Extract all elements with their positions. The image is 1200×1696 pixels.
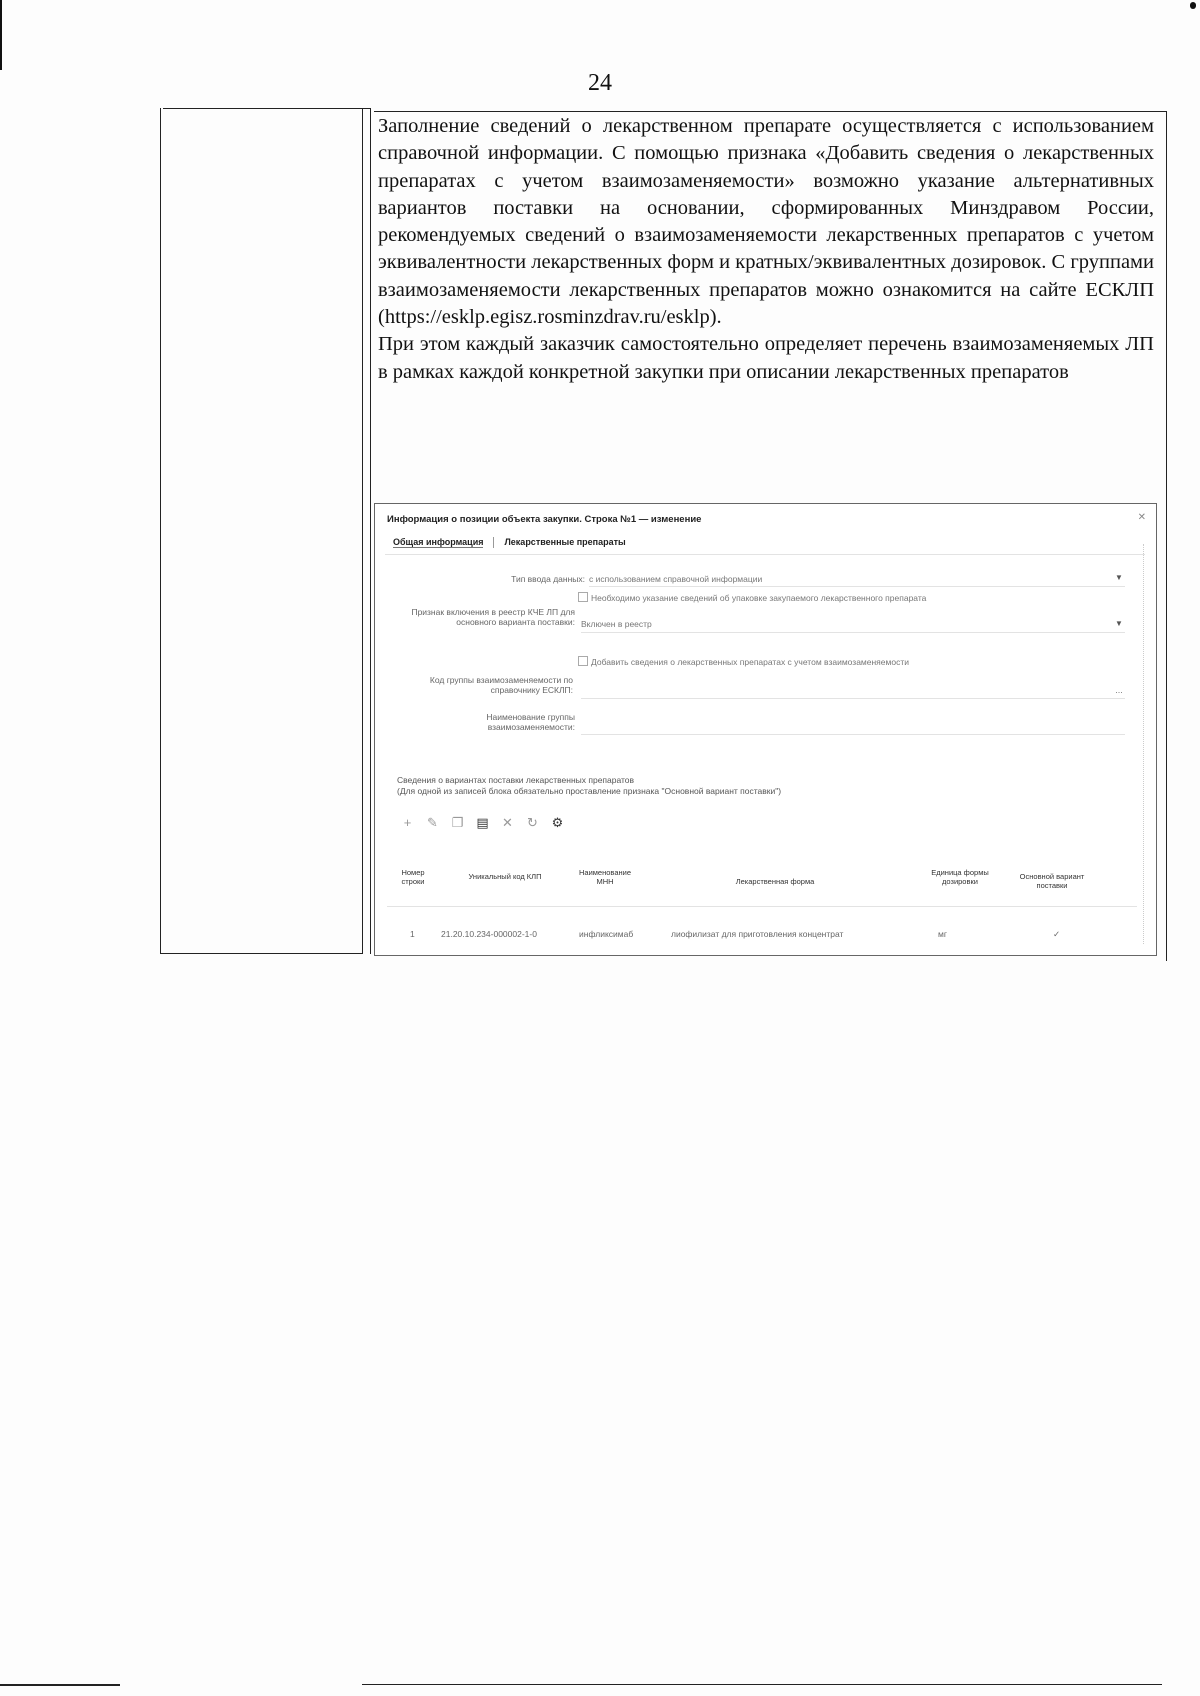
chevron-down-icon[interactable]: ▼	[1115, 619, 1123, 628]
package-checkbox-label: Необходимо указание сведений об упаковке закупаемого лекарственного препарата	[591, 593, 927, 603]
table-bottom-rule-left	[160, 953, 363, 954]
table-header-divider	[387, 906, 1137, 907]
variants-hint-title: Сведения о вариантах поставки лекарственных препаратов	[397, 775, 635, 785]
col-header-main-variant: Основной вариант поставки	[1019, 872, 1085, 890]
tab-medicines[interactable]: Лекарственные препараты	[504, 537, 626, 547]
group-code-label: Код группы взаимозаменяемости по справочнику ЕСКЛП:	[429, 675, 573, 695]
footer-rule-left	[0, 1684, 120, 1686]
body-text	[378, 113, 1154, 386]
tab-separator	[493, 537, 494, 548]
edit-icon[interactable]: ✎	[427, 814, 438, 830]
copy-icon[interactable]: ❐	[451, 814, 464, 830]
delete-icon[interactable]: ✕	[502, 814, 513, 830]
registry-underline	[581, 632, 1125, 633]
scan-edge-mark	[0, 0, 2, 70]
col-header-dosage-form: Лекарственная форма	[735, 877, 815, 886]
document-icon[interactable]: ▤	[476, 814, 489, 830]
interchangeability-checkbox-label: Добавить сведения о лекарственных препаратах с учетом взаимозаменяемости	[591, 657, 909, 667]
group-code-underline	[581, 698, 1125, 699]
cell-dosage-form: лиофилизат для приготовления концентрат	[671, 929, 844, 939]
footer-rule-right	[362, 1684, 1162, 1685]
group-name-label: Наименование группы взаимозаменяемости:	[486, 712, 575, 732]
chevron-down-icon[interactable]: ▼	[1115, 573, 1123, 582]
interchangeability-checkbox[interactable]	[578, 656, 588, 666]
package-checkbox[interactable]	[578, 592, 588, 602]
table-middle-border-2	[370, 108, 371, 954]
col-header-inn: Наименование МНН	[579, 868, 631, 886]
paragraph-2: При этом каждый заказчик самостоятельно определяет перечень взаимозаменяемых ЛП в рамках каждой конкретной закупки при описании лекарственных препаратов	[378, 333, 1154, 383]
col-header-row-number: Номер строки	[401, 868, 425, 886]
cell-main-variant-check[interactable]: ✓	[1053, 929, 1061, 939]
table-middle-border	[362, 108, 363, 954]
close-icon[interactable]: ✕	[1137, 512, 1146, 523]
tab-divider	[385, 554, 1145, 555]
input-type-select[interactable]: с использованием справочной информации	[589, 574, 763, 584]
group-name-underline	[581, 734, 1125, 735]
col-header-klp-code: Уникальный код КЛП	[468, 872, 542, 881]
embedded-screenshot	[374, 503, 1157, 956]
table-left-border	[160, 108, 161, 954]
table-top-rule-right	[374, 111, 1166, 112]
refresh-icon[interactable]: ↻	[527, 814, 538, 830]
table-top-rule-left	[163, 108, 371, 109]
cell-inn: инфликсимаб	[579, 929, 634, 939]
cell-dosage-unit: мг	[938, 929, 947, 939]
input-type-label: Тип ввода данных:	[511, 574, 585, 584]
tab-bar	[393, 537, 626, 548]
cell-row-number: 1	[410, 929, 415, 939]
col-header-dosage-unit: Единица формы дозировки	[931, 868, 989, 886]
tab-general-info[interactable]: Общая информация	[393, 537, 484, 547]
paragraph-1: Заполнение сведений о лекарственном препарате осуществляется с использованием справочной информации. С помощью признака «Добавить сведения о лекарственных препаратах с учетом взаимозаменяемости» возможно указание альтернативных вариантов поставки на основании, сформированных Минздравом России, рекомендуемых сведений о взаимозаменяемости лекарственных препаратов с учетом эквивалентности лекарственных форм и кратных/эквивалентных дозировок. С группами взаимозаменяемости лекарственных препаратов можно ознакомится на сайте ЕСКЛП (https://esklp.egisz.rosminzdrav.ru/esklp).	[378, 115, 1154, 329]
variants-hint-note: (Для одной из записей блока обязательно проставление признака "Основной вариант поставки")	[397, 786, 782, 796]
page-number: 24	[588, 70, 612, 96]
cell-klp-code: 21.20.10.234-000002-1-0	[441, 929, 537, 939]
dialog-title: Информация о позиции объекта закупки. Строка №1 — изменение	[387, 514, 702, 525]
scrollbar[interactable]	[1143, 544, 1150, 944]
variants-toolbar	[399, 814, 566, 831]
settings-icon[interactable]: ⚙	[551, 814, 564, 830]
scan-corner-dot	[1190, 2, 1196, 9]
add-icon[interactable]: +	[403, 815, 412, 830]
table-right-border	[1166, 111, 1167, 961]
registry-select[interactable]: Включен в реестр	[581, 619, 652, 629]
lookup-icon[interactable]: …	[1115, 686, 1123, 695]
registry-label: Признак включения в реестр КЧЕ ЛП для основного варианта поставки:	[411, 607, 575, 627]
input-type-underline	[589, 586, 1125, 587]
